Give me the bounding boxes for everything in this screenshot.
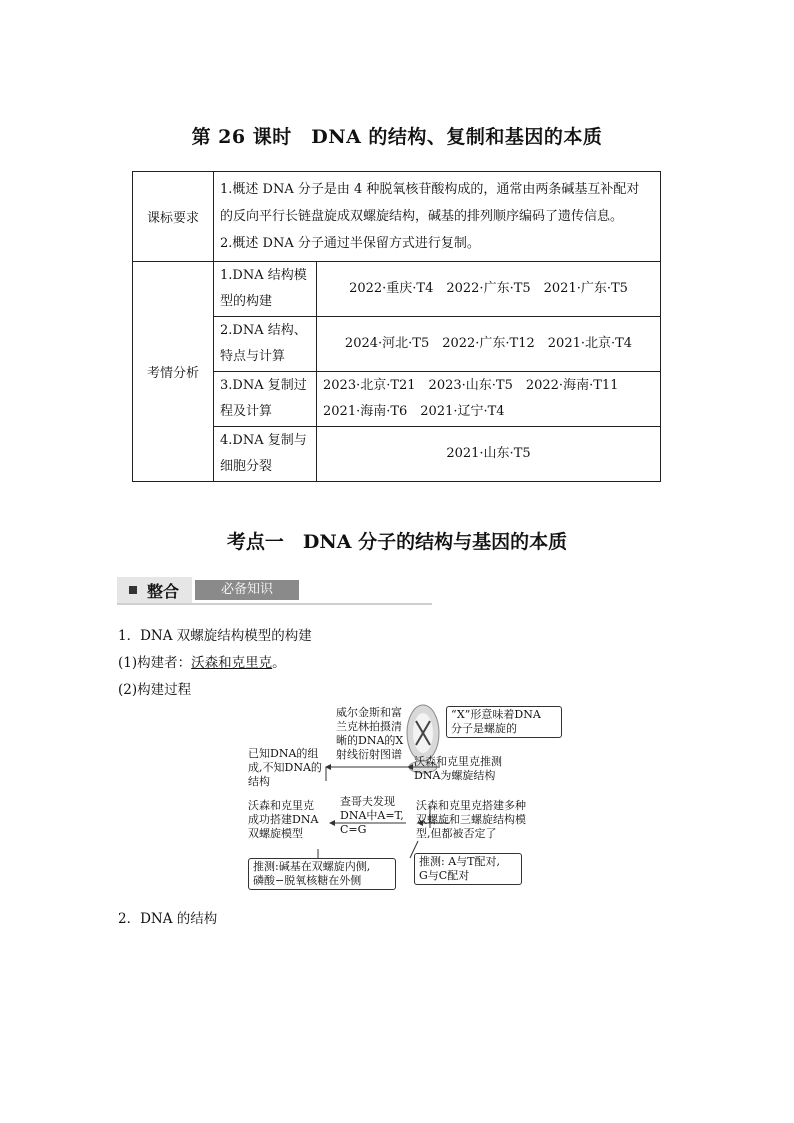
figure-line: 射线衍射图谱	[336, 748, 402, 761]
exam-line: 2023·北京·T21 2023·山东·T5 2022·海南·T11	[323, 378, 619, 393]
exam-line: 2021·海南·T6 2021·辽宁·T4	[323, 404, 505, 419]
figure-line: 沃森和克里克	[248, 799, 314, 812]
topic-cell	[214, 427, 317, 482]
paragraph-builders	[118, 651, 286, 671]
figure-line: 型,但都被否定了	[416, 827, 497, 840]
chargaff-text	[340, 795, 406, 837]
requirements-header: 课标要求	[133, 172, 214, 262]
exam-line: 2021·山东·T5	[446, 446, 531, 461]
figure-line: 查哥夫发现	[340, 795, 395, 808]
requirement-line: 2.概述 DNA 分子通过半保留方式进行复制。	[220, 236, 480, 251]
banner-underline	[117, 603, 432, 605]
topic-line: 程及计算	[220, 404, 273, 419]
page-title: 第 26 课时 DNA 的结构、复制和基因的本质	[191, 126, 603, 148]
figure-line: 双螺旋模型	[248, 827, 303, 840]
figure-line: DNA为螺旋结构	[414, 769, 496, 782]
requirement-line: 1.概述 DNA 分子是由 4 种脱氧核苷酸构成的，通常由两条碱基互补配对	[220, 182, 640, 197]
exam-line: 2024·河北·T5 2022·广东·T12 2021·北京·T4	[344, 336, 633, 351]
table-row	[133, 262, 661, 317]
period: 。	[272, 655, 286, 671]
topic-line: 1.DNA 结构模	[220, 268, 307, 283]
topic-line: 型的构建	[220, 294, 273, 309]
section-title: 考点一 DNA 分子的结构与基因的本质	[226, 531, 568, 553]
inference-position-box	[248, 858, 396, 890]
inference-pairing-box	[414, 853, 522, 885]
topic-cell	[214, 372, 317, 427]
figure-line: 推测: A与T配对,	[419, 855, 500, 868]
figure-line: DNA中A=T,	[340, 809, 404, 822]
figure-line: 分子是螺旋的	[451, 722, 517, 735]
figure-line: C=G	[340, 823, 367, 836]
figure-line: 磷酸−脱氧核糖在外侧	[253, 874, 362, 887]
topic-cell	[214, 262, 317, 317]
success-text	[248, 799, 334, 841]
known-text	[248, 747, 328, 789]
curriculum-table	[132, 171, 661, 482]
xray-image-icon	[407, 705, 439, 761]
figure-line: 沃森和克里克搭建多种	[416, 799, 526, 812]
requirement-line: 的反向平行长链盘旋成双螺旋结构，碱基的排列顺序编码了遗传信息。	[220, 209, 624, 224]
figure-line: 兰克林拍摄清	[336, 720, 402, 733]
exam-line: 2022·重庆·T4 2022·广东·T5 2021·广东·T5	[349, 281, 628, 296]
square-bullet-icon	[129, 586, 137, 594]
speculate-text	[414, 755, 532, 783]
figure-line: 成,不知DNA的	[248, 761, 322, 774]
paragraph-process: (2)构建过程	[118, 682, 192, 698]
topic-line: 细胞分裂	[220, 459, 273, 474]
figure-line: “X”形意味着DNA	[451, 708, 541, 721]
analysis-header: 考情分析	[133, 262, 214, 482]
exam-cell	[317, 427, 661, 482]
figure-line: 结构	[248, 775, 270, 788]
builders-label: (1)构建者：	[118, 655, 192, 671]
figure-line: 已知DNA的组	[248, 747, 319, 760]
figure-line: 晰的DNA的X	[336, 734, 404, 747]
figure-line: 威尔金斯和富	[336, 706, 402, 719]
figure-line: 沃森和克里克推测	[414, 755, 502, 768]
topic-line: 2.DNA 结构、	[220, 323, 307, 338]
exam-cell	[317, 372, 661, 427]
multi-model-text	[416, 799, 556, 841]
topic-line: 4.DNA 复制与	[220, 433, 307, 448]
table-row-requirements	[133, 172, 661, 262]
wilkins-text	[336, 706, 408, 762]
model-construction-diagram	[240, 703, 565, 898]
figure-line: G与C配对	[419, 869, 470, 882]
knowledge-banner	[117, 577, 303, 603]
banner-label: 必备知识	[195, 580, 299, 600]
exam-cell	[317, 262, 661, 317]
x-shape-box	[446, 706, 562, 738]
figure-line: 双螺旋和三螺旋结构模	[416, 813, 526, 826]
topic-cell	[214, 317, 317, 372]
heading-model-construction: 1．DNA 双螺旋结构模型的构建	[118, 628, 312, 644]
requirements-text	[214, 172, 661, 262]
figure-line: 成功搭建DNA	[248, 813, 319, 826]
heading-dna-structure: 2．DNA 的结构	[118, 911, 218, 927]
figure-line: 推测:碱基在双螺旋内侧,	[253, 860, 371, 873]
builders-answer: 沃森和克里克	[191, 655, 273, 671]
topic-line: 特点与计算	[220, 349, 286, 364]
exam-cell	[317, 317, 661, 372]
banner-tag: 整合	[147, 582, 180, 601]
topic-line: 3.DNA 复制过	[220, 378, 307, 393]
